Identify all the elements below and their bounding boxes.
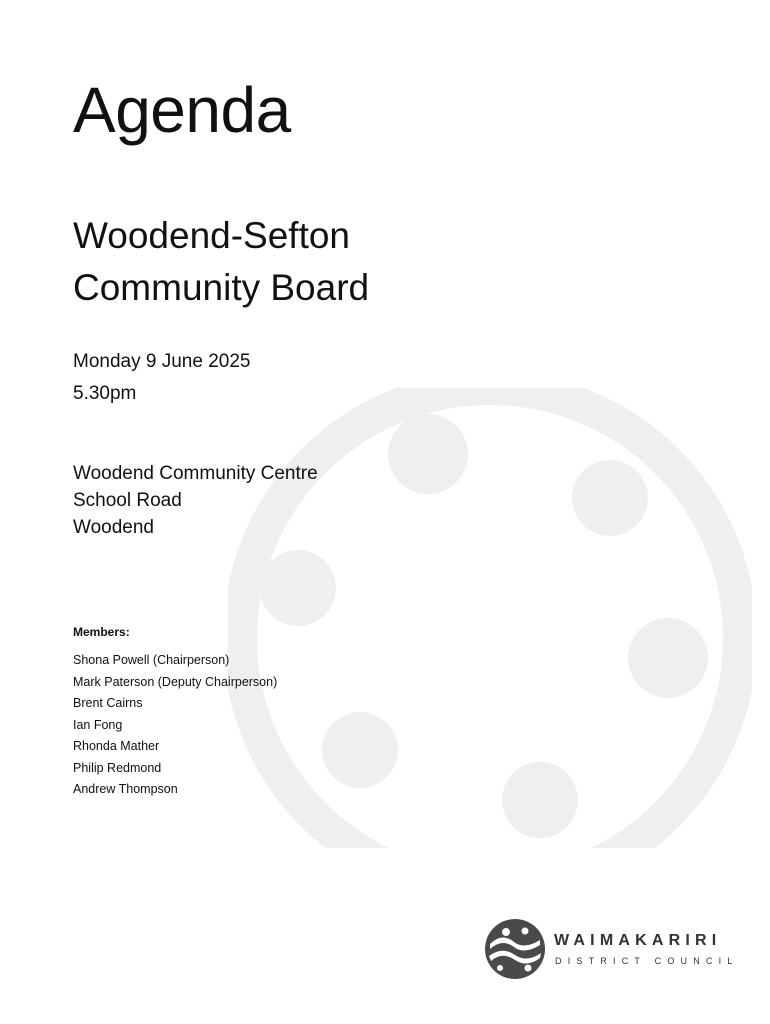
meeting-details: [73, 346, 250, 410]
members-heading: Members:: [73, 625, 130, 639]
member-item: Andrew Thompson: [73, 782, 178, 796]
meeting-time: 5.30pm: [73, 383, 137, 404]
member-item: Brent Cairns: [73, 696, 143, 710]
logo-subtitle: DISTRICT COUNCIL: [555, 956, 739, 966]
members-list: [73, 650, 277, 801]
council-logo: [484, 918, 739, 982]
council-circle-watermark-icon: [228, 388, 752, 848]
council-logo-mark-icon: [484, 918, 546, 980]
venue-line-1: Woodend Community Centre: [73, 463, 318, 484]
member-item: Ian Fong: [73, 717, 123, 732]
member-item: Philip Redmond: [73, 760, 162, 775]
page-title: Agenda: [73, 74, 291, 146]
member-item: Shona Powell (Chairperson): [73, 653, 230, 667]
board-name-line-1: Woodend-Sefton: [73, 215, 351, 256]
board-name: [73, 210, 369, 314]
board-name-line-2: Community Board: [73, 267, 370, 308]
meeting-venue: [73, 460, 318, 541]
venue-line-3: Woodend: [73, 517, 154, 538]
venue-line-2: School Road: [73, 490, 182, 511]
meeting-date: Monday 9 June 2025: [73, 351, 251, 372]
member-item: Rhonda Mather: [73, 739, 160, 753]
logo-name: WAIMAKARIRI: [554, 932, 722, 949]
member-item: Mark Paterson (Deputy Chairperson): [73, 674, 278, 689]
